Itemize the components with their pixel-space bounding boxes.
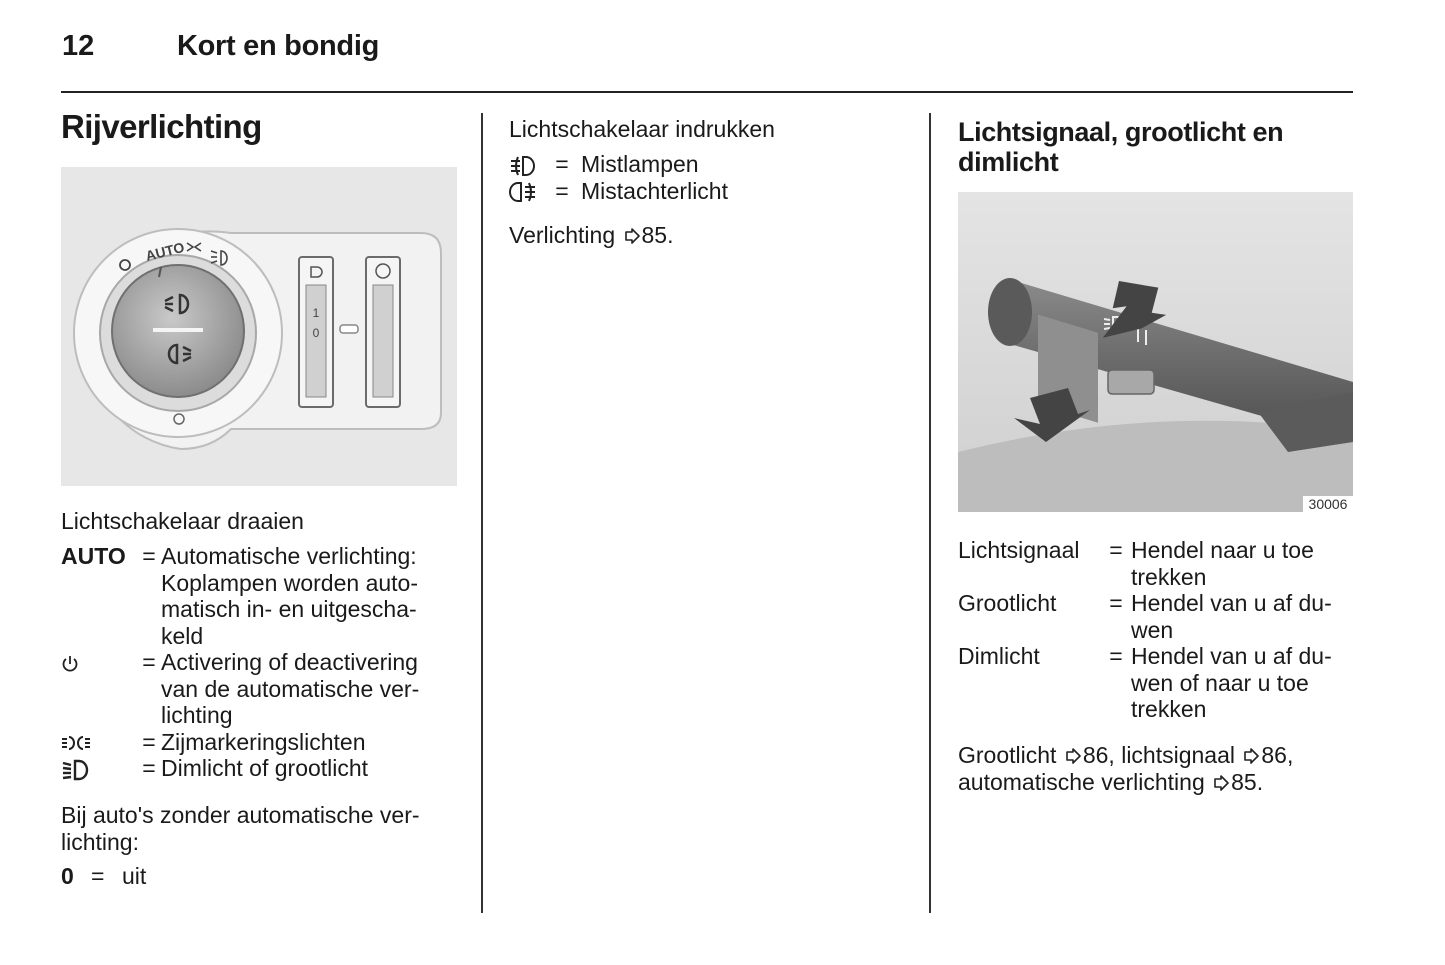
equals-sign: = [142, 755, 156, 781]
equals-sign: = [1109, 537, 1123, 563]
equals-sign: = [1109, 643, 1123, 669]
item-value-low-beam: Dimlicht of grootlicht [161, 755, 369, 781]
section-heading-light-signals: Lichtsignaal, grootlicht en dimlicht [958, 117, 1284, 177]
low-beam-icon [61, 755, 137, 782]
wheel-mark-1: 1 [312, 306, 320, 320]
equals-sign: = [1109, 590, 1123, 616]
dial-auto-label: AUTO [143, 238, 186, 264]
equals-sign: = [91, 863, 105, 889]
stalk-page-references: Grootlicht 86, lichtsignaal 86, automatische verlichting 85. [958, 742, 1294, 795]
item-key-auto: AUTO [61, 543, 126, 569]
press-switch-intro: Lichtschakelaar indrukken [509, 116, 775, 142]
press-switch-list [509, 151, 881, 204]
item-value-auto: Automatische verlichting: Koplampen worden auto- matisch in- en uitgescha- keld [161, 543, 418, 649]
stalk-figure [958, 192, 1353, 512]
page-number: 12 [62, 30, 95, 62]
equals-sign: = [142, 543, 156, 569]
rear-fog-lamp-icon [509, 178, 543, 205]
turn-signal-stalk-illustration [958, 192, 1353, 512]
column-divider-1 [481, 113, 483, 913]
wheel-mark-0: 0 [312, 326, 320, 340]
off-position-row [61, 863, 146, 890]
equals-sign: = [555, 151, 569, 177]
front-fog-lamp-icon [509, 151, 543, 178]
item-key-high-beam: Grootlicht [958, 590, 1057, 616]
chapter-title: Kort en bondig [177, 30, 379, 62]
section-heading-rijverlichting: Rijverlichting [61, 108, 262, 145]
item-value-low-beam: Hendel van u af du- wen of naar u toe trekken [1131, 643, 1332, 722]
light-switch-figure [61, 167, 457, 486]
item-value-auto-toggle: Activering of deactivering van de automatische ver- lichting [161, 649, 420, 728]
item-key-light-signal: Lichtsignaal [958, 537, 1080, 563]
auto-power-icon [61, 649, 137, 729]
off-key: 0 [61, 863, 74, 889]
equals-sign: = [142, 728, 156, 755]
figure-code: 30006 [1308, 496, 1348, 512]
stalk-functions-list [958, 537, 1354, 723]
item-key-low-beam: Dimlicht [958, 643, 1040, 669]
page-reference-arrow-icon [1243, 748, 1259, 764]
page-reference-arrow-icon [1065, 748, 1081, 764]
page-reference-arrow-icon [624, 228, 640, 244]
off-value: uit [122, 863, 147, 889]
rotate-switch-intro: Lichtschakelaar draaien [61, 508, 304, 534]
item-value-side-markers: Zijmarkeringslichten [161, 728, 366, 755]
item-value-light-signal: Hendel naar u toe trekken [1131, 537, 1314, 590]
equals-sign: = [555, 177, 569, 204]
light-switch-illustration [61, 167, 457, 486]
item-value-rear-fog: Mistachterlicht [581, 177, 728, 204]
column-divider-2 [929, 113, 931, 913]
rotate-positions-list [61, 543, 461, 782]
lighting-page-reference: Verlichting 85. [509, 222, 674, 248]
item-value-high-beam: Hendel van u af du- wen [1131, 590, 1332, 643]
side-marker-lights-icon [61, 729, 137, 756]
page-reference-arrow-icon [1213, 775, 1229, 791]
item-value-fog-lamps: Mistlampen [581, 151, 699, 177]
equals-sign: = [142, 649, 156, 675]
manual-lighting-note: Bij auto's zonder automatische ver- lichting: [61, 802, 420, 855]
header-rule [61, 91, 1353, 93]
